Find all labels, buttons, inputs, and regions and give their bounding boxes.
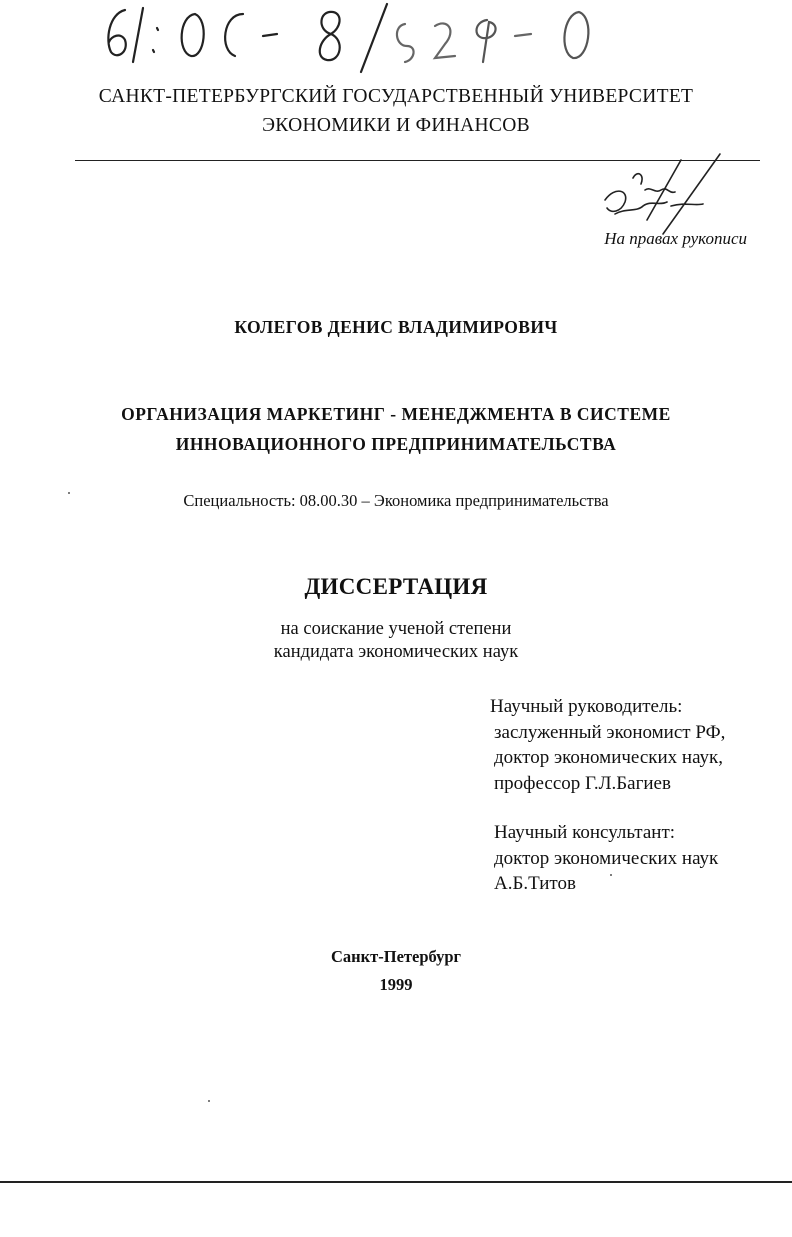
consultant-block — [494, 820, 718, 897]
scan-speck — [208, 1100, 210, 1102]
scan-edge-line — [0, 1181, 792, 1183]
dissertation-title-line-2: ИННОВАЦИОННОГО ПРЕДПРИНИМАТЕЛЬСТВА — [175, 434, 617, 454]
supervisor-name: профессор Г.Л.Багиев — [494, 772, 671, 794]
dissertation-title-line-1: ОРГАНИЗАЦИЯ МАРКЕТИНГ - МЕНЕДЖМЕНТА В СИСТЕМЕ — [121, 404, 671, 424]
supervisor-degree: доктор экономических наук, — [494, 747, 724, 768]
manuscript-note: На правах рукописи — [604, 229, 747, 248]
degree-line-2: кандидата экономических наук — [273, 642, 519, 662]
supervisor-title: заслуженный экономист РФ, — [494, 721, 726, 743]
scan-speck — [68, 492, 70, 494]
university-name-line-1: САНКТ-ПЕТЕРБУРГСКИЙ ГОСУДАРСТВЕННЫЙ УНИВЕРСИТЕТ — [98, 86, 694, 107]
university-name-line-2: ЭКОНОМИКИ И ФИНАНСОВ — [262, 115, 530, 136]
consultant-heading: Научный консультант: — [494, 822, 676, 843]
city: Санкт-Петербург — [330, 947, 462, 966]
author-name: КОЛЕГОВ ДЕНИС ВЛАДИМИРОВИЧ — [234, 317, 558, 337]
handwritten-archive-code — [95, 0, 615, 80]
supervisor-block — [490, 694, 725, 796]
specialty: Специальность: 08.00.30 – Экономика предпринимательства — [183, 491, 609, 510]
degree-line-1: на соискание ученой степени — [280, 619, 512, 639]
year: 1999 — [379, 975, 413, 994]
scan-speck — [610, 874, 612, 876]
document-type-heading: ДИССЕРТАЦИЯ — [304, 574, 488, 599]
supervisor-heading: Научный руководитель: — [490, 696, 683, 717]
consultant-name: А.Б.Титов — [494, 873, 576, 894]
consultant-degree: доктор экономических наук — [494, 847, 719, 869]
signature — [585, 150, 735, 240]
